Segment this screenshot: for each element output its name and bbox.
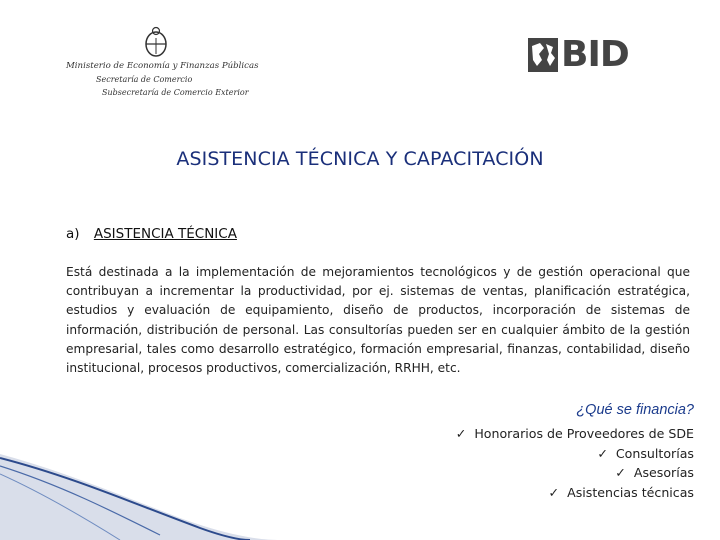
financing-question: ¿Qué se financia? (576, 402, 694, 418)
description-paragraph: Está destinada a la implementación de mejoramientos tecnológicos y de gestión operacional que contribuyan a incrementar la productividad, por ej. sistemas de ventas, planificación estratégica, estudios y evaluación de equipamiento, diseño de productos, incorporación de sistemas de información, distribución de personal. Las consultorías pueden ser en cualquier ámbito de la gestión empresarial, tales como desarrollo estratégico, formación empresarial, finanzas, contabilidad, diseño institucional, procesos productivos, comercialización, RRHH, etc. (66, 265, 690, 376)
financing-item-label: Asesorías (633, 465, 694, 481)
check-icon: ✓ (615, 465, 626, 481)
page-title: ASISTENCIA TÉCNICA Y CAPACITACIÓN (176, 148, 544, 170)
section-heading (66, 226, 237, 242)
section-heading-text: ASISTENCIA TÉCNICA (93, 226, 237, 242)
decorative-wave (0, 440, 540, 540)
coat-of-arms-icon (142, 26, 170, 58)
financing-item-label: Honorarios de Proveedores de SDE (474, 426, 694, 441)
financing-item-label: Asistencias técnicas (567, 484, 694, 500)
bid-globe-icon (528, 38, 558, 72)
check-icon: ✓ (597, 445, 608, 461)
gov-line-ministry: Ministerio de Economía y Finanzas Públicas (66, 61, 259, 71)
gov-line-subsecretariat: Subsecretaría de Comercio Exterior (102, 88, 249, 97)
financing-item-label: Consultorías (615, 445, 694, 461)
check-icon: ✓ (455, 426, 467, 441)
bid-logo (528, 34, 629, 75)
gov-line-secretariat: Secretaría de Comercio (96, 75, 193, 84)
section-letter: a) (66, 226, 80, 242)
bid-logo-text: BID (561, 34, 629, 75)
check-icon: ✓ (548, 484, 560, 500)
government-logo (66, 24, 259, 108)
